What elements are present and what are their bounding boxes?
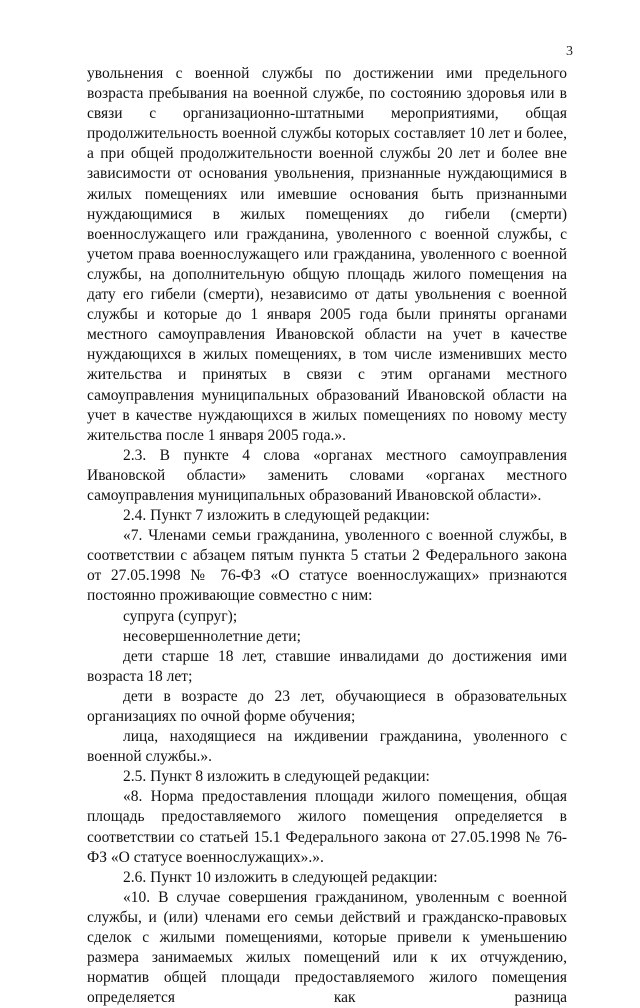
paragraph: «8. Норма предоставления площади жилого помещения, общая площадь предоставляемого жилого помещения определяется в соответствии со статьей 15.1 Федерального закона от 27.05.1998 № 76-ФЗ «О статусе военнослужащих».». [87, 788, 567, 866]
paragraph: супруга (супруг); [123, 607, 238, 625]
paragraph: 2.3. В пункте 4 слова «органах местного самоуправления Ивановской области» заменить словами «органах местного самоуправления муниципальных образований Ивановской области». [87, 446, 567, 504]
paragraph: несовершеннолетние дети; [123, 627, 301, 645]
paragraph: дети старше 18 лет, ставшие инвалидами до достижения ими возраста 18 лет; [87, 647, 567, 685]
page-number: 3 [566, 44, 573, 59]
paragraph: «7. Членами семьи гражданина, уволенного с военной службы, в соответствии с абзацем пятым пункта 5 статьи 2 Федерального закона от 27.05.1998 № 76-ФЗ «О статусе военнослужащих» признаются постоянно проживающие совместно с ним: [87, 527, 567, 605]
paragraph: «10. В случае совершения гражданином, уволенным с военной службы, и (или) членами его семьи действий и гражданско-правовых сделок с жилыми помещениями, которые привели к уменьшению размера занимаемых жилых помещений или к их отчуждению, норматив общей площади предоставляемого жилого помещения определяется как разница [87, 888, 567, 1007]
paragraph: 2.6. Пункт 10 изложить в следующей редакции: [123, 868, 438, 886]
paragraph: лица, находящиеся на иждивении гражданина, уволенного с военной службы.». [87, 728, 567, 766]
paragraph: 2.4. Пункт 7 изложить в следующей редакции: [123, 507, 430, 525]
document-body [87, 64, 567, 1008]
paragraph: 2.5. Пункт 8 изложить в следующей редакции: [123, 768, 430, 786]
paragraph: увольнения с военной службы по достижении ими предельного возраста пребывания на военной службе, по состоянию здоровья или в связи с организационно-штатными мероприятиями, общая продолжительность военной службы которых составляет 10 лет и более, а при общей продолжительности военной службы 20 лет и более вне зависимости от основания увольнения, признанные нуждающимися в жилых помещениях или имевшие основания быть признанными нуждающимися в жилых помещениях до гибели (смерти) военнослужащего или гражданина, уволенного с военной службы, с учетом права военнослужащего или гражданина, уволенного с военной службы, на дополнительную общую площадь жилого помещения на дату его гибели (смерти), независимо от даты увольнения с военной службы и которые до 1 января 2005 года были приняты органами местного самоуправления Ивановской области на учет в качестве нуждающихся в жилых помещениях, в том числе изменивших место жительства и принятых в связи с этим органами местного самоуправления муниципальных образований Ивановской области на учет в качестве нуждающихся в жилых помещениях по новому месту жительства после 1 января 2005 года.». [87, 65, 567, 444]
paragraph: дети в возрасте до 23 лет, обучающиеся в образовательных организациях по очной форме обучения; [87, 687, 567, 725]
